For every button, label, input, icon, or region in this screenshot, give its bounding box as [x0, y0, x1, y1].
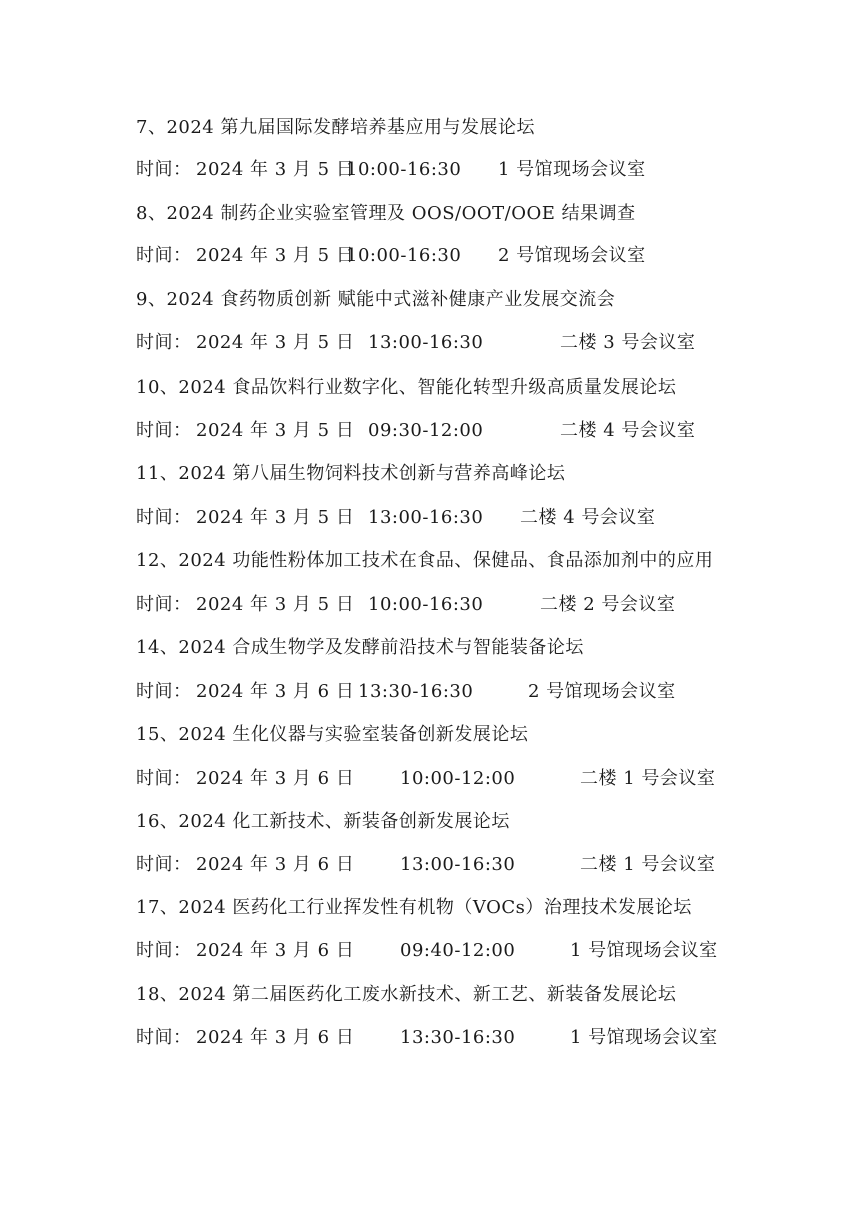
time-range: 13:00-16:30 [368, 507, 484, 528]
time-label: 时间： [136, 420, 192, 441]
venue-text: 二楼 1 号会议室 [580, 768, 716, 789]
date-text: 2024 年 3 月 5 日 [196, 332, 355, 353]
time-range: 13:30-16:30 [358, 681, 474, 702]
time-label: 时间： [136, 245, 192, 266]
date-text: 2024 年 3 月 5 日 [196, 420, 355, 441]
time-range: 09:30-12:00 [368, 420, 484, 441]
time-label: 时间： [136, 332, 192, 353]
venue-text: 1 号馆现场会议室 [570, 1027, 718, 1048]
forum-title: 12、2024 功能性粉体加工技术在食品、保健品、食品添加剂中的应用 [136, 550, 714, 571]
forum-title: 16、2024 化工新技术、新装备创新发展论坛 [136, 811, 510, 832]
time-label: 时间： [136, 1027, 192, 1048]
venue-text: 二楼 1 号会议室 [580, 854, 716, 875]
time-label: 时间： [136, 940, 192, 961]
time-range: 10:00-16:30 [368, 594, 484, 615]
time-label: 时间： [136, 768, 192, 789]
date-text: 2024 年 3 月 6 日 [196, 1027, 355, 1048]
time-range: 13:00-16:30 [368, 332, 484, 353]
forum-title: 10、2024 食品饮料行业数字化、智能化转型升级高质量发展论坛 [136, 377, 677, 398]
venue-text: 二楼 4 号会议室 [520, 507, 656, 528]
date-text: 2024 年 3 月 6 日 [196, 768, 355, 789]
time-range: 09:40-12:00 [400, 940, 516, 961]
forum-title: 15、2024 生化仪器与实验室装备创新发展论坛 [136, 724, 529, 745]
venue-text: 1 号馆现场会议室 [570, 940, 718, 961]
forum-title: 11、2024 第八届生物饲料技术创新与营养高峰论坛 [136, 463, 566, 484]
time-label: 时间： [136, 159, 192, 180]
time-range: 10:00-16:30 [346, 245, 462, 266]
venue-text: 2 号馆现场会议室 [528, 681, 676, 702]
time-range: 13:00-16:30 [400, 854, 516, 875]
forum-title: 18、2024 第二届医药化工废水新技术、新工艺、新装备发展论坛 [136, 984, 677, 1005]
venue-text: 二楼 2 号会议室 [540, 594, 676, 615]
forum-title: 17、2024 医药化工行业挥发性有机物（VOCs）治理技术发展论坛 [136, 897, 692, 918]
time-label: 时间： [136, 854, 192, 875]
forum-title: 7、2024 第九届国际发酵培养基应用与发展论坛 [136, 117, 535, 138]
time-label: 时间： [136, 594, 192, 615]
date-text: 2024 年 3 月 6 日 [196, 940, 355, 961]
time-range: 13:30-16:30 [400, 1027, 516, 1048]
date-text: 2024 年 3 月 5 日 [196, 245, 355, 266]
date-text: 2024 年 3 月 5 日 [196, 594, 355, 615]
time-label: 时间： [136, 507, 192, 528]
date-text: 2024 年 3 月 6 日 [196, 681, 355, 702]
venue-text: 二楼 3 号会议室 [560, 332, 696, 353]
venue-text: 二楼 4 号会议室 [560, 420, 696, 441]
time-range: 10:00-12:00 [400, 768, 516, 789]
date-text: 2024 年 3 月 5 日 [196, 507, 355, 528]
date-text: 2024 年 3 月 6 日 [196, 854, 355, 875]
time-label: 时间： [136, 681, 192, 702]
venue-text: 2 号馆现场会议室 [498, 245, 646, 266]
venue-text: 1 号馆现场会议室 [498, 159, 646, 180]
date-text: 2024 年 3 月 5 日 [196, 159, 355, 180]
forum-title: 9、2024 食药物质创新 赋能中式滋补健康产业发展交流会 [136, 289, 616, 310]
forum-title: 8、2024 制药企业实验室管理及 OOS/OOT/OOE 结果调查 [136, 203, 636, 224]
time-range: 10:00-16:30 [346, 159, 462, 180]
forum-title: 14、2024 合成生物学及发酵前沿技术与智能装备论坛 [136, 637, 584, 658]
